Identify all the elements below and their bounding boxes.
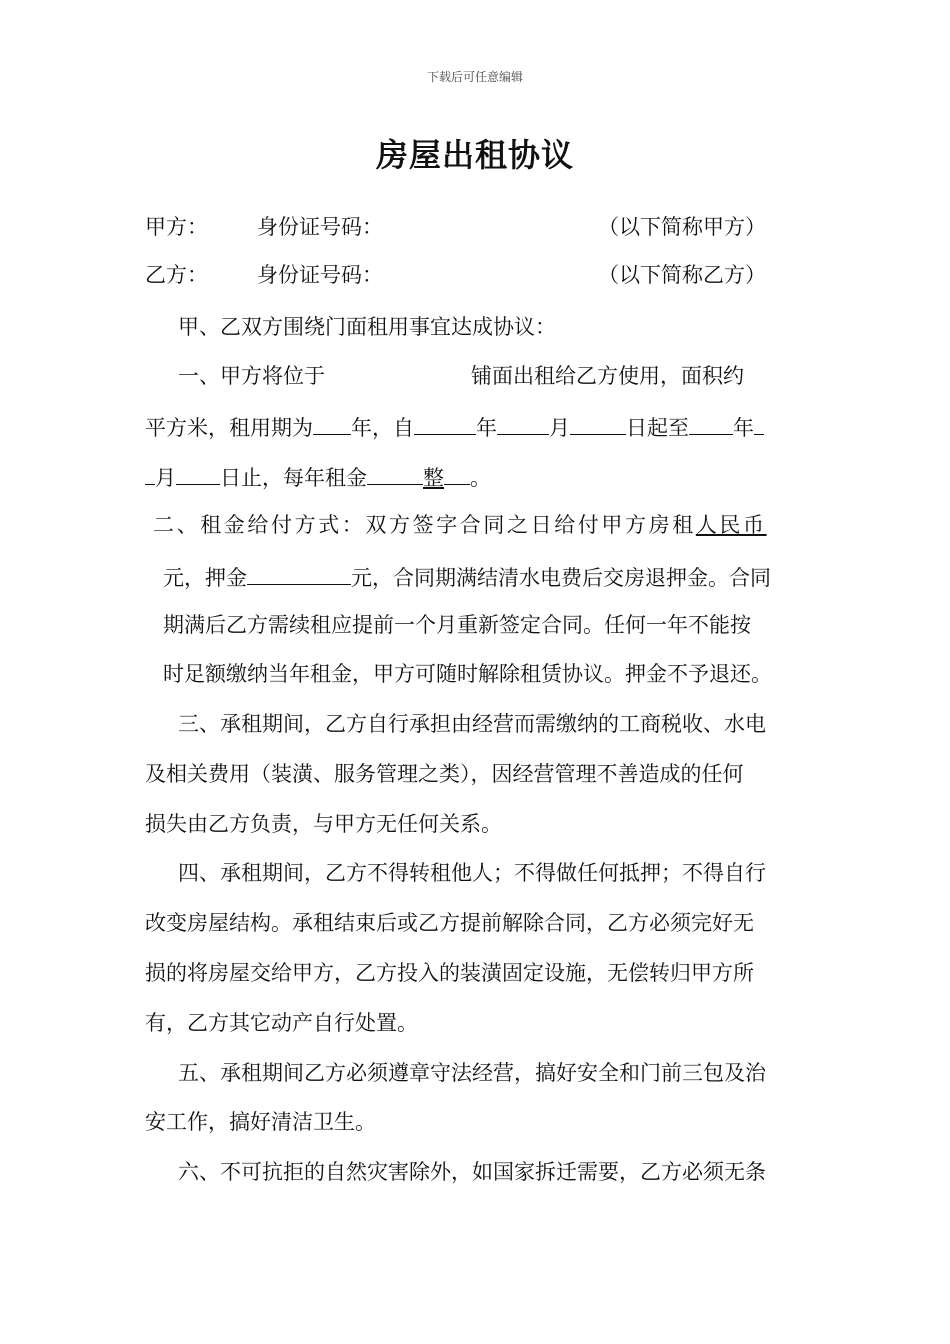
clause1-rent-whole: 整 <box>423 466 444 490</box>
party-b-label: 乙方： <box>145 263 208 287</box>
header-note: 下载后可任意编辑 <box>426 70 523 84</box>
clause1-text-e: 年 <box>476 416 497 440</box>
clause1-line3 <box>145 460 491 493</box>
clause3-line1: 三、承租期间，乙方自行承担由经营而需缴纳的工商税收、水电 <box>178 712 766 736</box>
party-a-label: 甲方： <box>145 215 208 239</box>
clause1-text-c: 平方米，租用期为 <box>145 416 313 440</box>
clause2-line1 <box>153 510 767 540</box>
party-b-row <box>0 260 950 290</box>
clause2-currency: 人民币 <box>695 513 767 537</box>
clause3-line2: 及相关费用（装潢、服务管理之类），因经营管理不善造成的任何 <box>145 762 744 786</box>
blank-start-day[interactable] <box>570 410 626 435</box>
clause1-text-a: 一、甲方将位于 <box>178 364 325 388</box>
blank-end-month-start[interactable] <box>754 410 764 435</box>
blank-start-month[interactable] <box>497 410 549 435</box>
blank-years[interactable] <box>313 410 351 435</box>
clause2-text-a: 二、租金给付方式：双方签字合同之日给付甲方房租 <box>153 513 696 537</box>
clause2-line4: 时足额缴纳当年租金，甲方可随时解除租赁协议。押金不予退还。 <box>163 662 772 686</box>
clause1-text-i: 月 <box>155 466 176 490</box>
clause4-line1: 四、承租期间，乙方不得转租他人；不得做任何抵押；不得自行 <box>178 861 766 885</box>
party-b-alias: （以下简称乙方） <box>598 263 766 287</box>
clause5-line1: 五、承租期间乙方必须遵章守法经营，搞好安全和门前三包及治 <box>178 1061 766 1085</box>
party-a-id-label: 身份证号码： <box>257 215 383 239</box>
blank-rent-amount[interactable] <box>367 460 423 485</box>
clause4-line3: 损的将房屋交给甲方，乙方投入的装潢固定设施，无偿转归甲方所 <box>145 961 754 985</box>
blank-end-day[interactable] <box>176 460 220 485</box>
clause5-line2: 安工作，搞好清洁卫生。 <box>145 1110 376 1134</box>
clause1-text-f: 月 <box>549 416 570 440</box>
clause1-text-j: 日止，每年租金 <box>220 466 367 490</box>
clause1-text-d: 年，自 <box>351 416 414 440</box>
document-title: 房屋出租协议 <box>375 136 574 174</box>
clause2-text-b: 元，押金 <box>163 566 247 590</box>
blank-deposit[interactable] <box>247 560 351 585</box>
clause4-line2: 改变房屋结构。承租结束后或乙方提前解除合同，乙方必须完好无 <box>145 911 754 935</box>
clause2-line2 <box>163 560 771 593</box>
clause1-line2 <box>145 410 764 443</box>
clause1-text-b: 铺面出租给乙方使用，面积约 <box>471 364 744 388</box>
party-a-row <box>0 212 950 242</box>
blank-start-year[interactable] <box>414 410 476 435</box>
party-b-id-label: 身份证号码： <box>257 263 383 287</box>
clause1-text-g: 日起至 <box>626 416 689 440</box>
clause1-text-h: 年 <box>733 416 754 440</box>
clause6-line1: 六、不可抗拒的自然灾害除外，如国家拆迁需要，乙方必须无条 <box>178 1160 766 1184</box>
clause2-line3: 期满后乙方需续租应提前一个月重新签定合同。任何一年不能按 <box>163 613 751 637</box>
blank-rent-tail[interactable] <box>444 460 470 485</box>
clause1-line1 <box>178 361 744 391</box>
blank-end-year[interactable] <box>689 410 733 435</box>
clause2-text-c: 元，合同期满结清水电费后交房退押金。合同 <box>351 566 771 590</box>
clause3-line3: 损失由乙方负责，与甲方无任何关系。 <box>145 812 502 836</box>
clause1-text-k: 。 <box>470 466 491 490</box>
party-a-alias: （以下简称甲方） <box>598 215 766 239</box>
clause4-line4: 有，乙方其它动产自行处置。 <box>145 1011 418 1035</box>
intro-text: 甲、乙双方围绕门面租用事宜达成协议： <box>178 315 556 339</box>
blank-end-month-cont[interactable] <box>145 460 155 485</box>
